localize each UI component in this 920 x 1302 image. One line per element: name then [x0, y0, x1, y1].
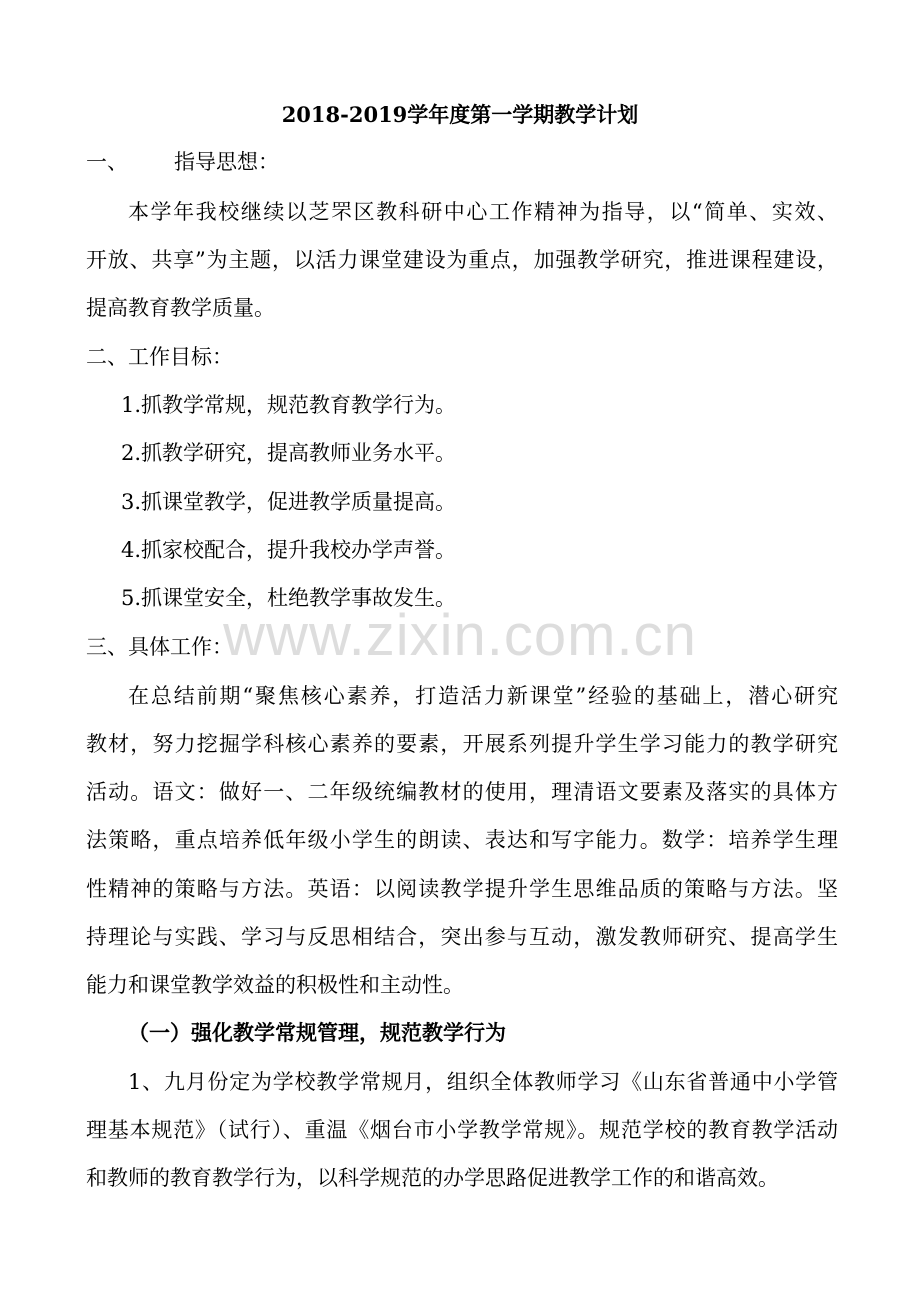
document-title: 2018-2019学年度第一学期教学计划 — [281, 102, 639, 127]
section1-line-1: 本学年我校继续以芝罘区教科研中心工作精神为指导，以“简单、实效、 — [128, 200, 838, 224]
section3-line-4: 法策略，重点培养低年级小学生的朗读、表达和写字能力。数学：培养学生理 — [86, 828, 838, 852]
section3-line-3: 活动。语文：做好一、二年级统编教材的使用，理清语文要素及落实的具体方 — [86, 780, 838, 804]
section3-line-2: 教材，努力挖掘学科核心素养的要素，开展系列提升学生学习能力的教学研究 — [86, 732, 838, 756]
subsection1-line-2: 理基本规范》（试行）、重温《烟台市小学教学常规》。规范学校的教育教学活动 — [86, 1118, 838, 1142]
section1-line-2: 开放、共享”为主题，以活力课堂建设为重点，加强教学研究，推进课程建设， — [86, 248, 838, 272]
subsection1-line-3: 和教师的教育教学行为，以科学规范的办学思路促进教学工作的和谐高效。 — [86, 1166, 779, 1190]
goal-item-4: 4.抓家校配合，提升我校办学声誉。 — [121, 538, 457, 562]
goal-item-3: 3.抓课堂教学，促进教学质量提高。 — [121, 490, 457, 514]
section3-line-1: 在总结前期“聚焦核心素养，打造活力新课堂”经验的基础上，潜心研究 — [128, 684, 838, 708]
section3-line-5: 性精神的策略与方法。英语：以阅读教学提升学生思维品质的策略与方法。坚 — [86, 877, 838, 901]
goal-item-5: 5.抓课堂安全，杜绝教学事故发生。 — [121, 586, 457, 610]
section3-line-6: 持理论与实践、学习与反思相结合，突出参与互动，激发教师研究、提高学生 — [86, 925, 838, 949]
section3-heading: 三、具体工作： — [86, 635, 233, 659]
subsection1-line-1: 1、九月份定为学校教学常规月，组织全体教师学习《山东省普通中小学管 — [128, 1070, 838, 1094]
section1-heading-text: 指导思想： — [174, 150, 279, 174]
section3-line-7: 能力和课堂教学效益的积极性和主动性。 — [86, 973, 464, 997]
goal-item-2: 2.抓教学研究，提高教师业务水平。 — [121, 441, 457, 465]
subsection1-heading: （一）强化教学常规管理，规范教学行为 — [128, 1020, 506, 1045]
section1-heading — [86, 142, 279, 182]
watermark: www.zixin.com.cn — [223, 603, 697, 668]
section1-line-3: 提高教育教学质量。 — [86, 296, 275, 320]
section1-number: 一、 — [86, 150, 128, 174]
goal-item-1: 1.抓教学常规，规范教育教学行为。 — [121, 393, 457, 417]
section2-heading: 二、工作目标： — [86, 345, 233, 369]
